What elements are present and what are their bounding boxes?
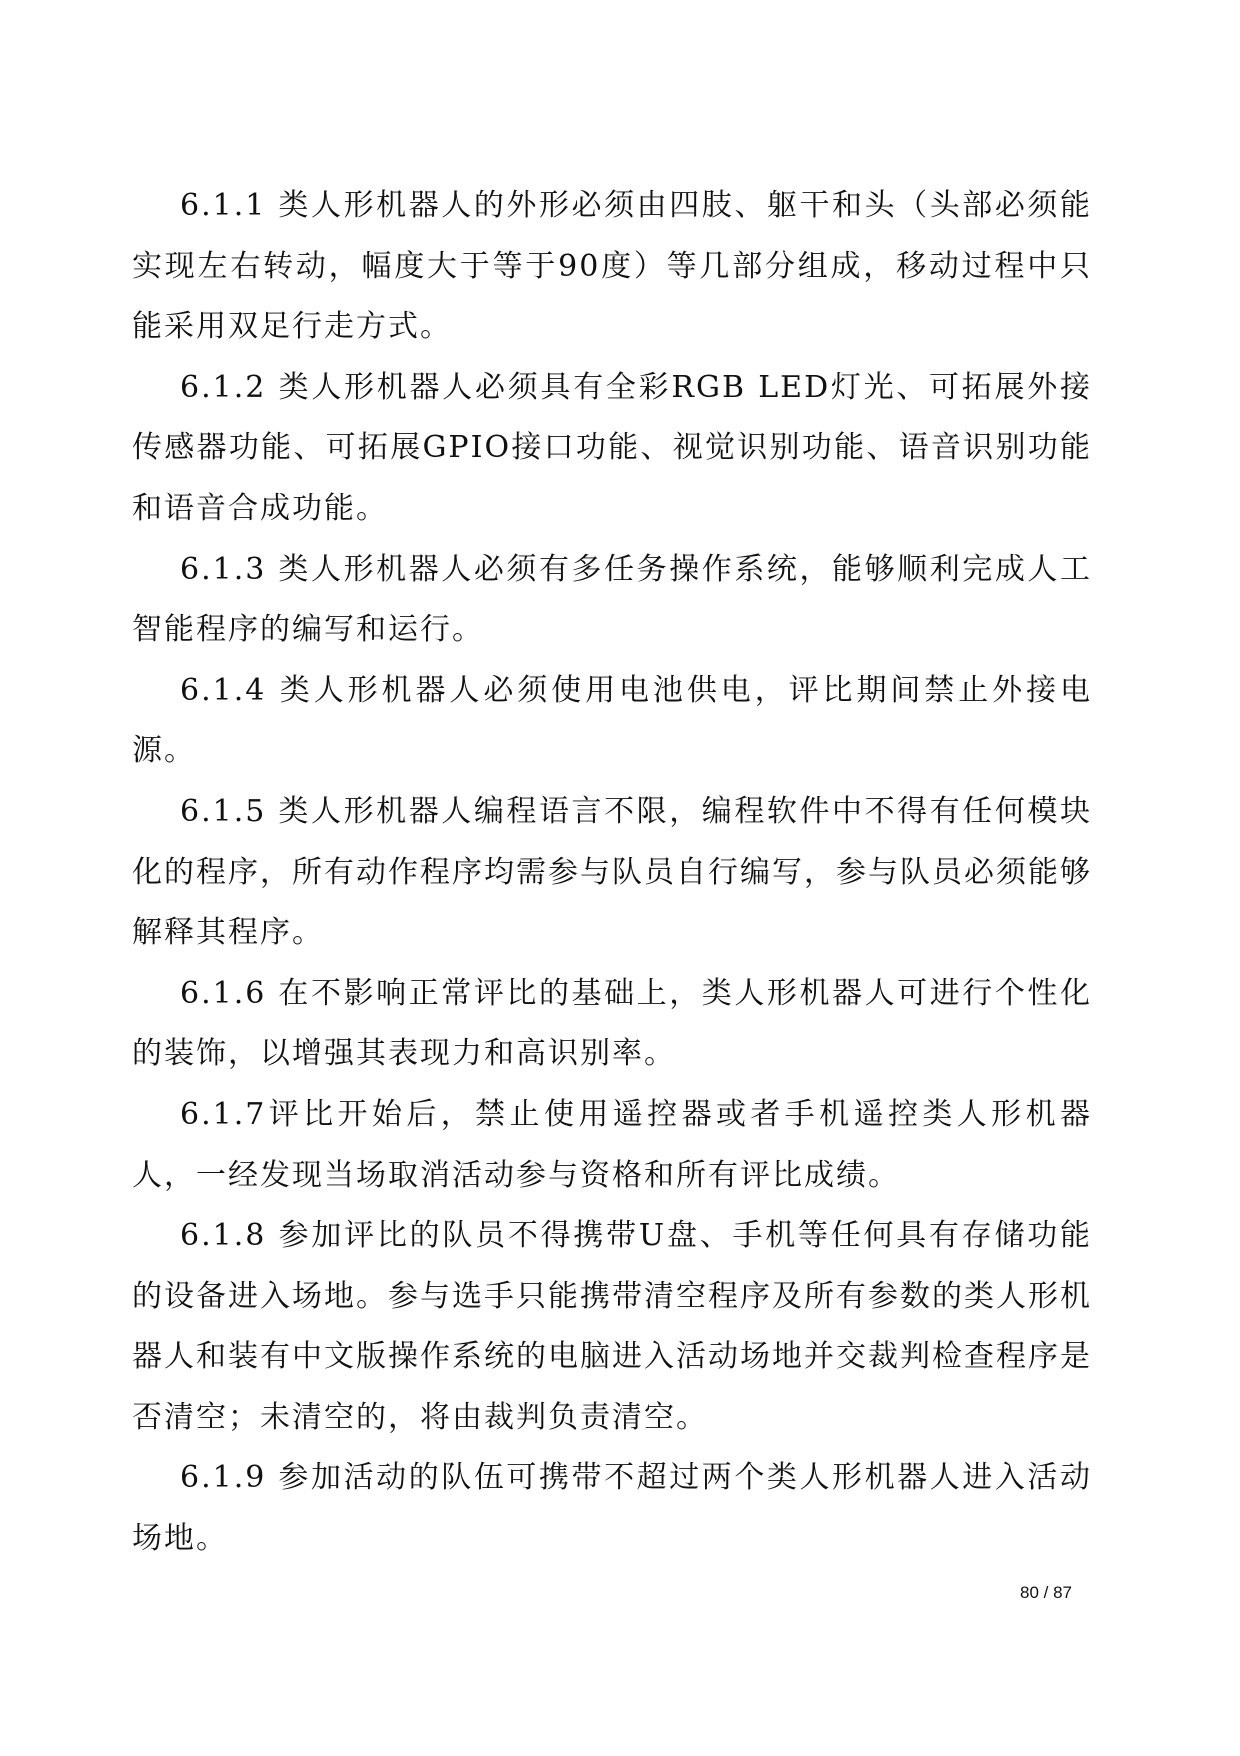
paragraph-6-1-5: 6.1.5 类人形机器人编程语言不限，编程软件中不得有任何模块化的程序，所有动作程序均需参与队员自行编写，参与队员必须能够解释其程序。 [132, 793, 1092, 951]
paragraph-6-1-3: 6.1.3 类人形机器人必须有多任务操作系统，能够顺利完成人工智能程序的编写和运行。 [132, 551, 1092, 648]
paragraph-6-1-1: 6.1.1 类人形机器人的外形必须由四肢、躯干和头（头部必须能实现左右转动，幅度大于等于90度）等几部分组成，移动过程中只能采用双足行走方式。 [132, 188, 1092, 345]
paragraph-6-1-9: 6.1.9 参加活动的队伍可携带不超过两个类人形机器人进入活动场地。 [132, 1460, 1092, 1557]
document-body [132, 176, 1092, 1570]
paragraph-6-1-2: 6.1.2 类人形机器人必须具有全彩RGB LED灯光、可拓展外接传感器功能、可拓展GPIO接口功能、视觉识别功能、语音识别功能和语音合成功能。 [132, 369, 1092, 526]
paragraph-6-1-7: 6.1.7评比开始后，禁止使用遥控器或者手机遥控类人形机器人，一经发现当场取消活动参与资格和所有评比成绩。 [132, 1096, 1092, 1193]
page-number: 80 / 87 [1020, 1583, 1072, 1602]
paragraph-6-1-6: 6.1.6 在不影响正常评比的基础上，类人形机器人可进行个性化的装饰，以增强其表现力和高识别率。 [132, 975, 1092, 1072]
paragraph-6-1-8: 6.1.8 参加评比的队员不得携带U盘、手机等任何具有存储功能的设备进入场地。参与选手只能携带清空程序及所有参数的类人形机器人和装有中文版操作系统的电脑进入活动场地并交裁判检查程序是否清空；未清空的，将由裁判负责清空。 [132, 1218, 1092, 1435]
paragraph-6-1-4: 6.1.4 类人形机器人必须使用电池供电，评比期间禁止外接电源。 [132, 672, 1092, 769]
